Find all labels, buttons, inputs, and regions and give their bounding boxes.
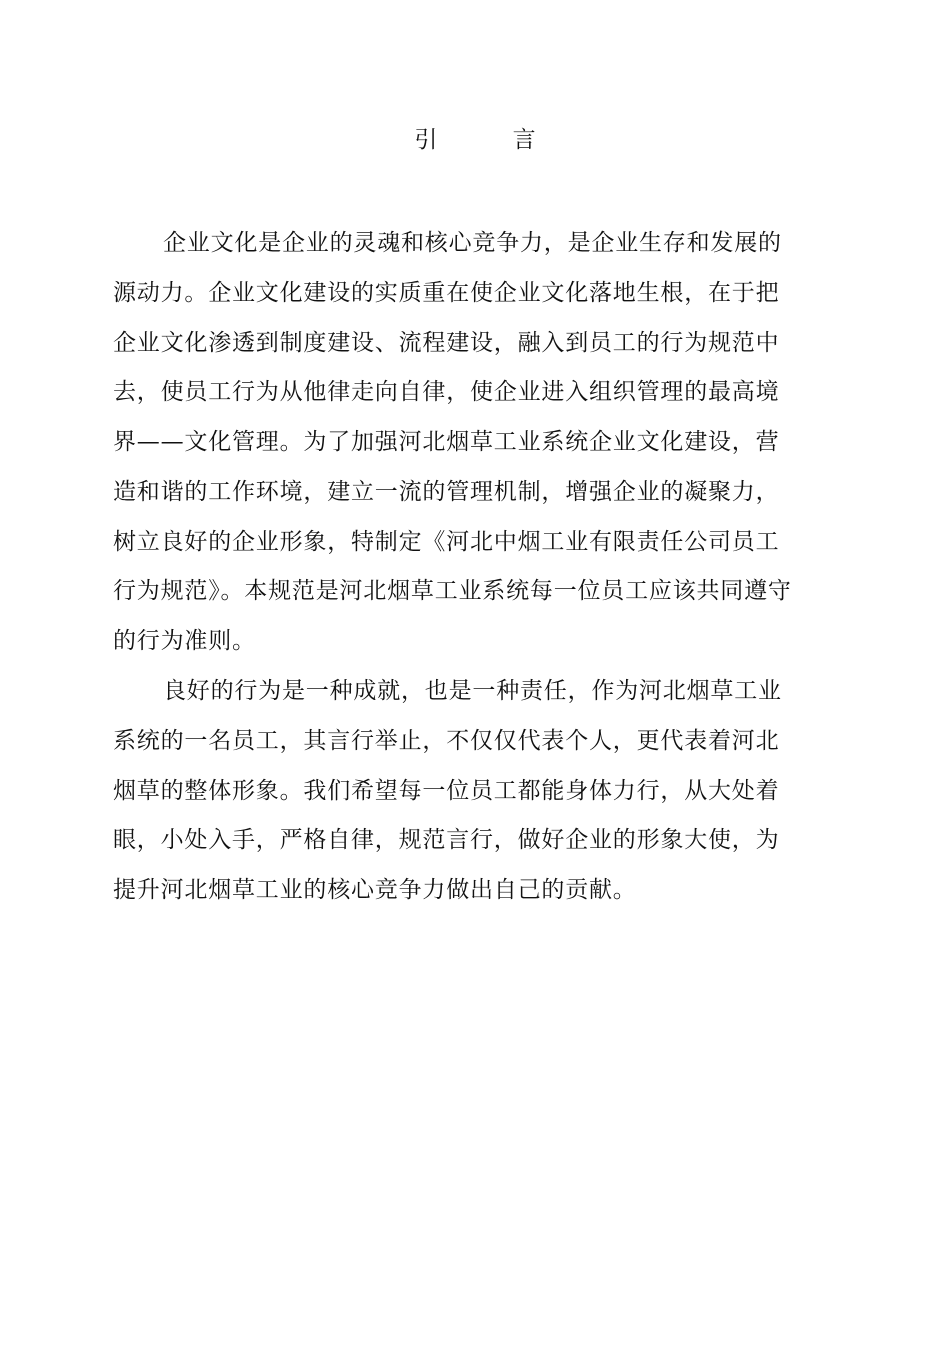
paragraph-line: 提升河北烟草工业的核心竞争力做出自己的贡献。 <box>113 877 637 903</box>
paragraph-line: 源动力。企业文化建设的实质重在使企业文化落地生根，在于把 <box>113 280 780 306</box>
paragraph-line: 企业文化是企业的灵魂和核心竞争力，是企业生存和发展的 <box>163 230 782 256</box>
page-title: 引 言 <box>414 127 570 153</box>
paragraph-line: 的行为准则。 <box>113 628 256 654</box>
paragraph-line: 去，使员工行为从他律走向自律，使企业进入组织管理的最高境 <box>113 379 780 405</box>
paragraph-line: 树立良好的企业形象，特制定《河北中烟工业有限责任公司员工 <box>113 529 780 555</box>
paragraph-line: 良好的行为是一种成就，也是一种责任，作为河北烟草工业 <box>163 678 782 704</box>
paragraph-line: 界——文化管理。为了加强河北烟草工业系统企业文化建设，营 <box>113 429 780 455</box>
paragraph-line: 眼，小处入手，严格自律，规范言行，做好企业的形象大使，为 <box>113 827 780 853</box>
paragraph-line: 烟草的整体形象。我们希望每一位员工都能身体力行，从大处着 <box>113 778 780 804</box>
paragraph-line: 企业文化渗透到制度建设、流程建设，融入到员工的行为规范中 <box>113 330 780 356</box>
paragraph-line: 造和谐的工作环境，建立一流的管理机制，增强企业的凝聚力， <box>113 479 780 505</box>
paragraph-line: 系统的一名员工，其言行举止，不仅仅代表个人，更代表着河北 <box>113 728 780 754</box>
paragraph-line: 行为规范》。本规范是河北烟草工业系统每一位员工应该共同遵守 <box>113 578 792 604</box>
